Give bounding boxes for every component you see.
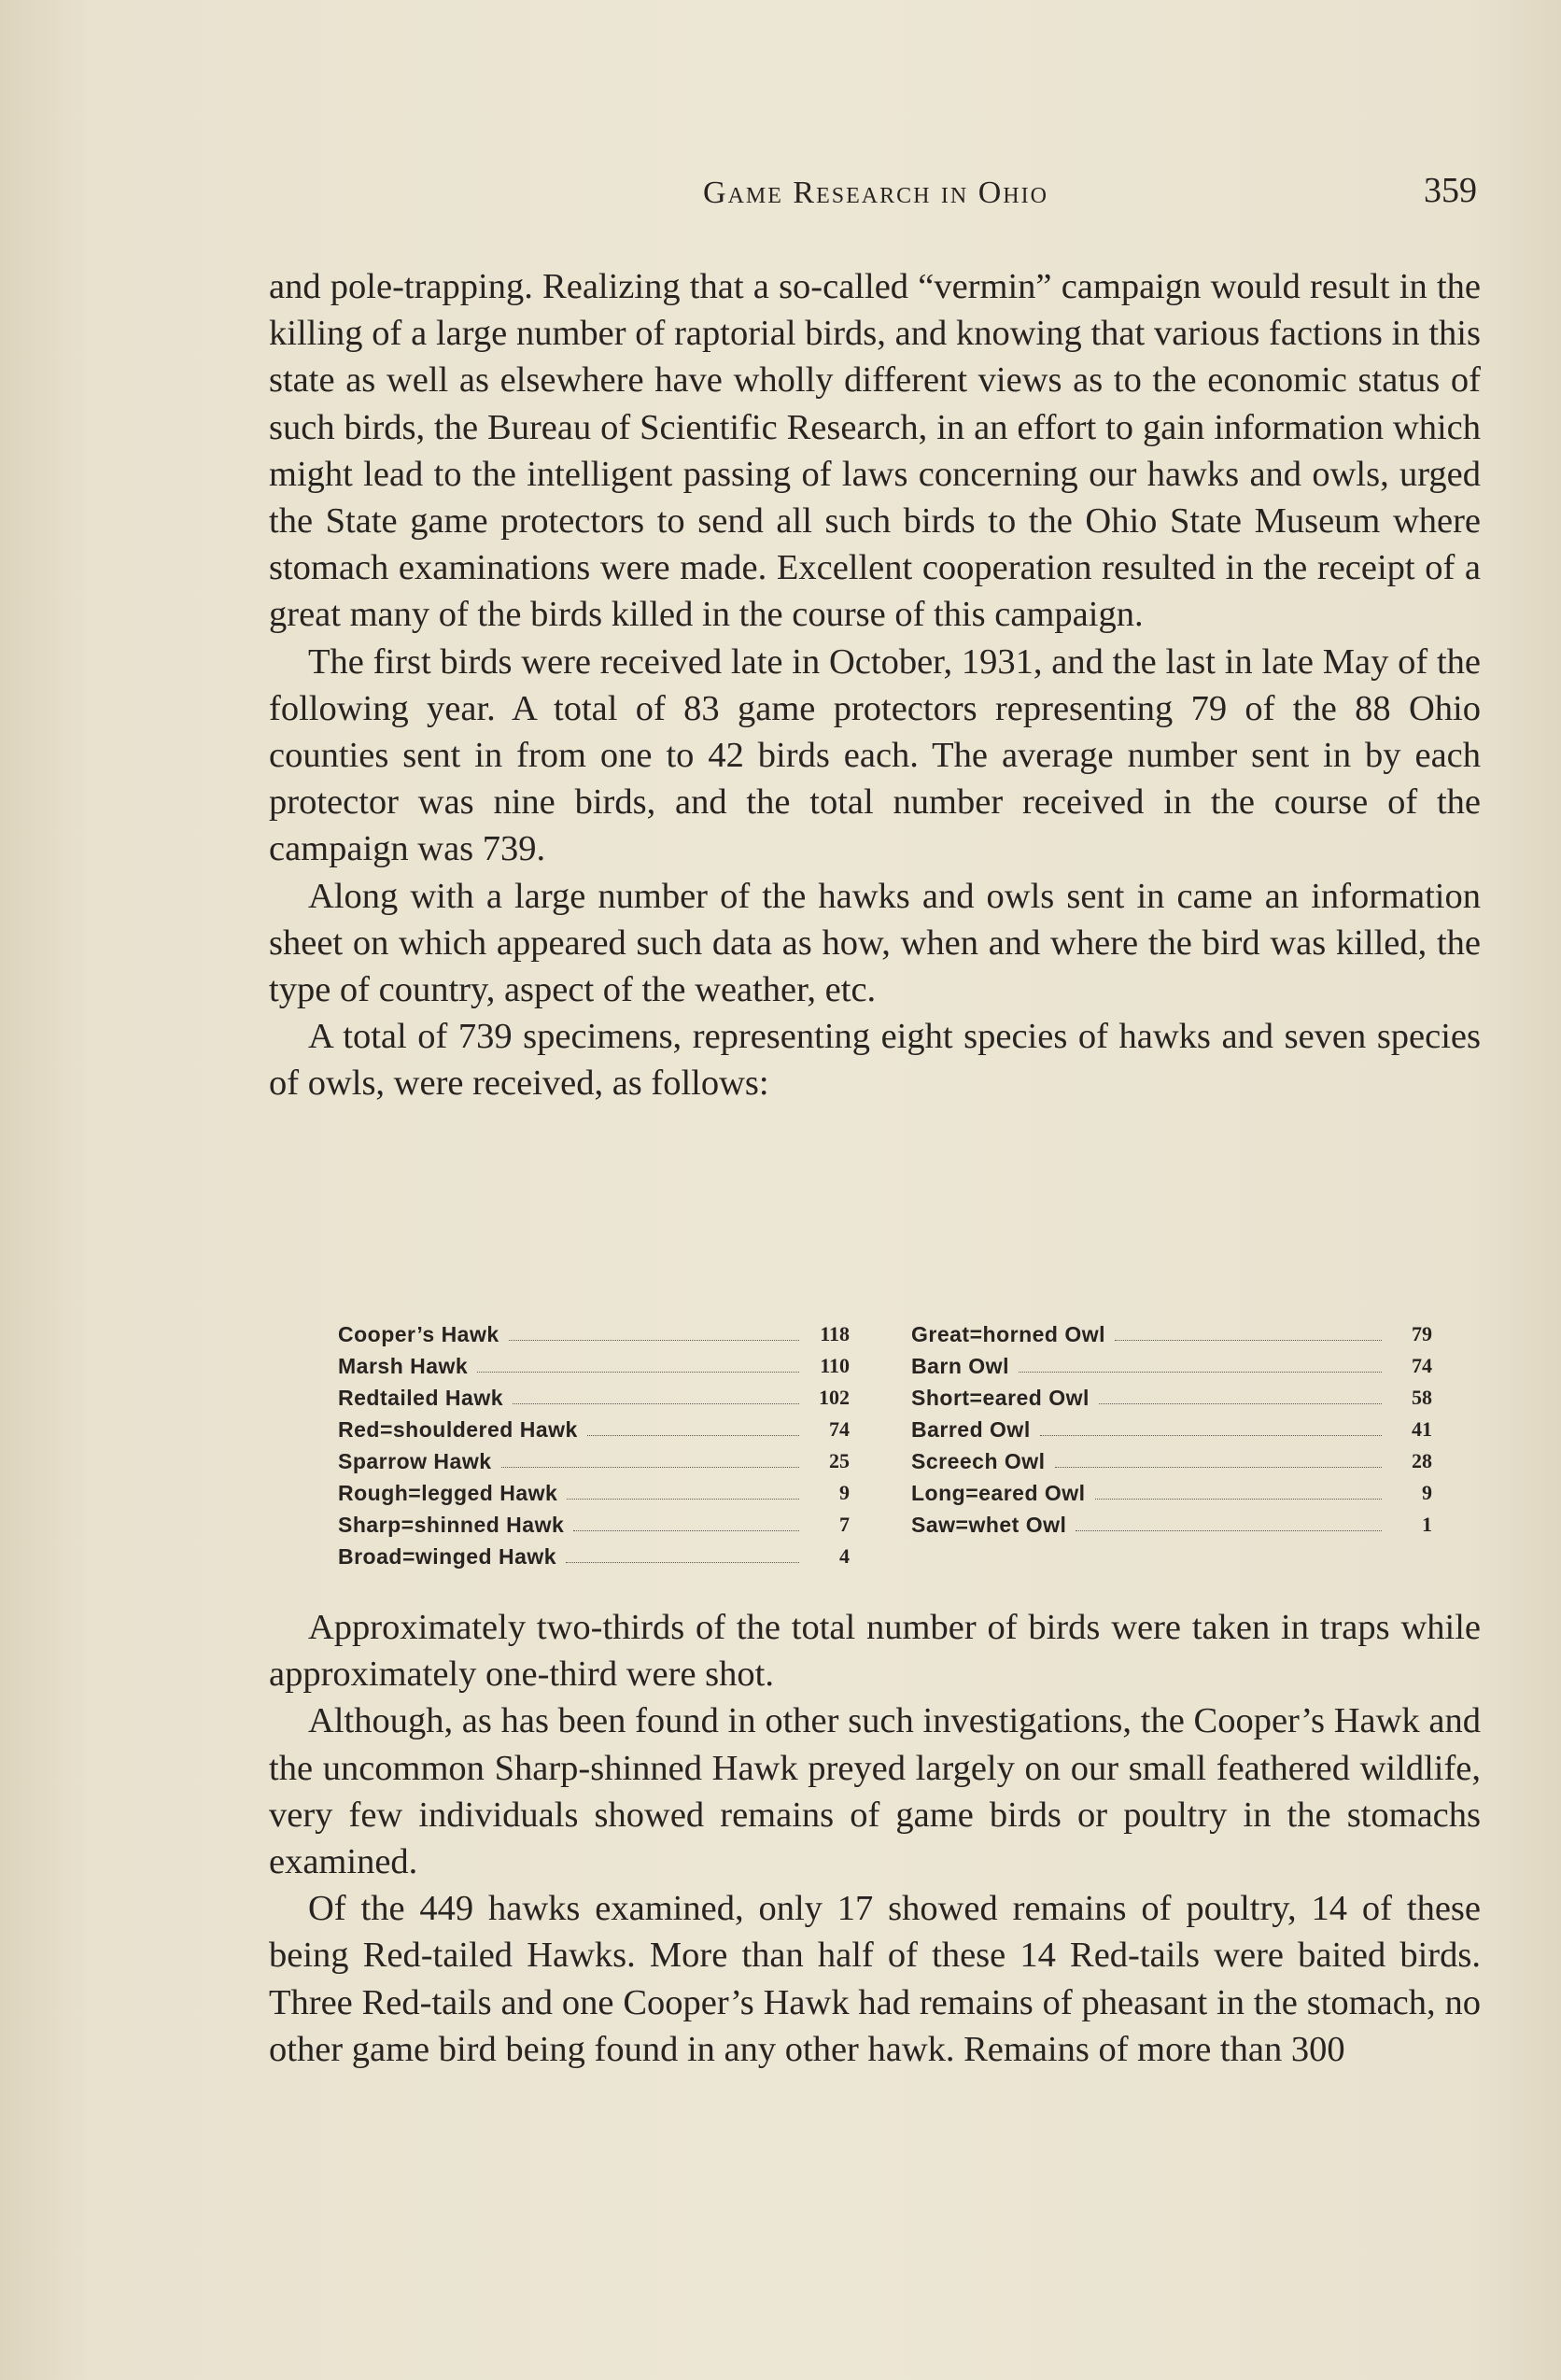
hawk-row — [338, 1382, 850, 1414]
species-name: Broad=winged Hawk — [338, 1543, 557, 1569]
dot-leader — [1099, 1403, 1382, 1404]
species-name: Marsh Hawk — [338, 1353, 469, 1378]
specimen-count: 74 — [1412, 1354, 1432, 1377]
owl-row — [911, 1350, 1432, 1382]
species-name: Screech Owl — [911, 1448, 1046, 1473]
species-name: Sharp=shinned Hawk — [338, 1512, 565, 1537]
dot-leader — [1095, 1499, 1382, 1500]
species-name: Barred Owl — [911, 1416, 1031, 1442]
dot-leader — [1115, 1340, 1382, 1341]
owl-row — [911, 1445, 1432, 1477]
dot-leader — [573, 1530, 799, 1531]
paragraph: A total of 739 specimens, representing eight species of hawks and seven species of owls, were received, as follows: — [269, 1017, 1481, 1104]
species-name: Sparrow Hawk — [338, 1448, 492, 1473]
dot-leader — [1040, 1435, 1382, 1436]
dot-leader — [1019, 1372, 1382, 1373]
dot-leader — [566, 1562, 799, 1563]
specimen-count: 28 — [1412, 1449, 1432, 1472]
specimen-count: 79 — [1412, 1322, 1432, 1345]
paragraph: Of the 449 hawks examined, only 17 showed remains of poultry, 14 of these being Red-tailed Hawks. More than half of these 14 Red-tails were baited birds. Three Red-tails and one Cooper’s Hawk had remains of pheasant in the stomach, no other game bird being found in any other hawk. Remains of more than 300 — [269, 1889, 1481, 2069]
hawk-row — [338, 1350, 850, 1382]
hawk-row — [338, 1509, 850, 1541]
dot-leader — [587, 1435, 799, 1436]
body-text-top — [269, 263, 1481, 1107]
running-title: Game Research in Ohio — [703, 176, 1048, 210]
hawk-row — [338, 1477, 850, 1509]
owls-column — [911, 1318, 1432, 1541]
paragraph-continued: and pole-trapping. Realizing that a so-called “vermin” campaign would result in the killing of a large number of raptorial birds, and knowing that various factions in this state as well as elsewhere have wholly different views as to the economic status of such birds, the Bureau of Scientific Research, in an effort to gain information which might lead to the intelligent passing of laws concerning our hawks and owls, urged the State game protectors to send all such birds to the Ohio State Museum where stomach examinations were made. Excellent cooperation resulted in the receipt of a great many of the birds killed in the course of this campaign. — [269, 267, 1481, 635]
owl-row — [911, 1318, 1432, 1350]
specimen-count: 4 — [839, 1544, 850, 1568]
specimen-count: 9 — [1422, 1481, 1432, 1504]
species-name: Long=eared Owl — [911, 1480, 1086, 1505]
species-name: Redtailed Hawk — [338, 1385, 503, 1410]
dot-leader — [1076, 1530, 1382, 1531]
dot-leader — [567, 1499, 799, 1500]
owl-row — [911, 1509, 1432, 1541]
body-text-bottom — [269, 1604, 1481, 2073]
dot-leader — [501, 1467, 800, 1468]
specimen-count: 118 — [820, 1322, 850, 1345]
species-name: Great=horned Owl — [911, 1321, 1106, 1346]
hawk-row — [338, 1318, 850, 1350]
specimen-count: 1 — [1422, 1513, 1432, 1536]
paragraph: Approximately two-thirds of the total number of birds were taken in traps while approximately one-third were shot. — [269, 1608, 1481, 1695]
species-name: Cooper’s Hawk — [338, 1321, 499, 1346]
owl-row — [911, 1382, 1432, 1414]
species-name: Rough=legged Hawk — [338, 1480, 558, 1505]
species-name: Saw=whet Owl — [911, 1512, 1067, 1537]
page-number: 359 — [1424, 171, 1477, 210]
specimen-count: 25 — [829, 1449, 850, 1472]
species-name: Barn Owl — [911, 1353, 1009, 1378]
specimen-count: 7 — [839, 1513, 850, 1536]
specimen-table — [338, 1318, 1468, 1585]
hawk-row — [338, 1445, 850, 1477]
hawk-row — [338, 1414, 850, 1445]
specimen-count: 9 — [839, 1481, 850, 1504]
dot-leader — [1055, 1467, 1382, 1468]
paragraph: Along with a large number of the hawks and owls sent in came an information sheet on which appeared such data as how, when and where the bird was killed, the type of country, aspect of the weather, etc. — [269, 876, 1481, 1010]
hawks-column — [338, 1318, 850, 1572]
dot-leader — [509, 1340, 799, 1341]
paragraph: The first birds were received late in October, 1931, and the last in late May of the following year. A total of 83 game protectors representing 79 of the 88 Ohio counties sent in from one to 42 birds each. The average number sent in by each protector was nine birds, and the total number received in the course of the campaign was 739. — [269, 641, 1481, 869]
dot-leader — [477, 1372, 799, 1373]
owl-row — [911, 1477, 1432, 1509]
specimen-count: 110 — [820, 1354, 850, 1377]
page-header — [269, 170, 1483, 226]
hawk-row — [338, 1541, 850, 1572]
dot-leader — [513, 1403, 799, 1404]
specimen-count: 74 — [829, 1417, 850, 1441]
owl-row — [911, 1414, 1432, 1445]
paragraph: Although, as has been found in other such investigations, the Cooper’s Hawk and the uncommon Sharp-shinned Hawk preyed largely on our small feathered wildlife, very few individuals showed remains of game birds or poultry in the stomachs examined. — [269, 1701, 1481, 1882]
species-name: Short=eared Owl — [911, 1385, 1090, 1410]
specimen-count: 41 — [1412, 1417, 1432, 1441]
species-name: Red=shouldered Hawk — [338, 1416, 578, 1442]
specimen-count: 58 — [1412, 1386, 1432, 1409]
specimen-count: 102 — [819, 1386, 850, 1409]
